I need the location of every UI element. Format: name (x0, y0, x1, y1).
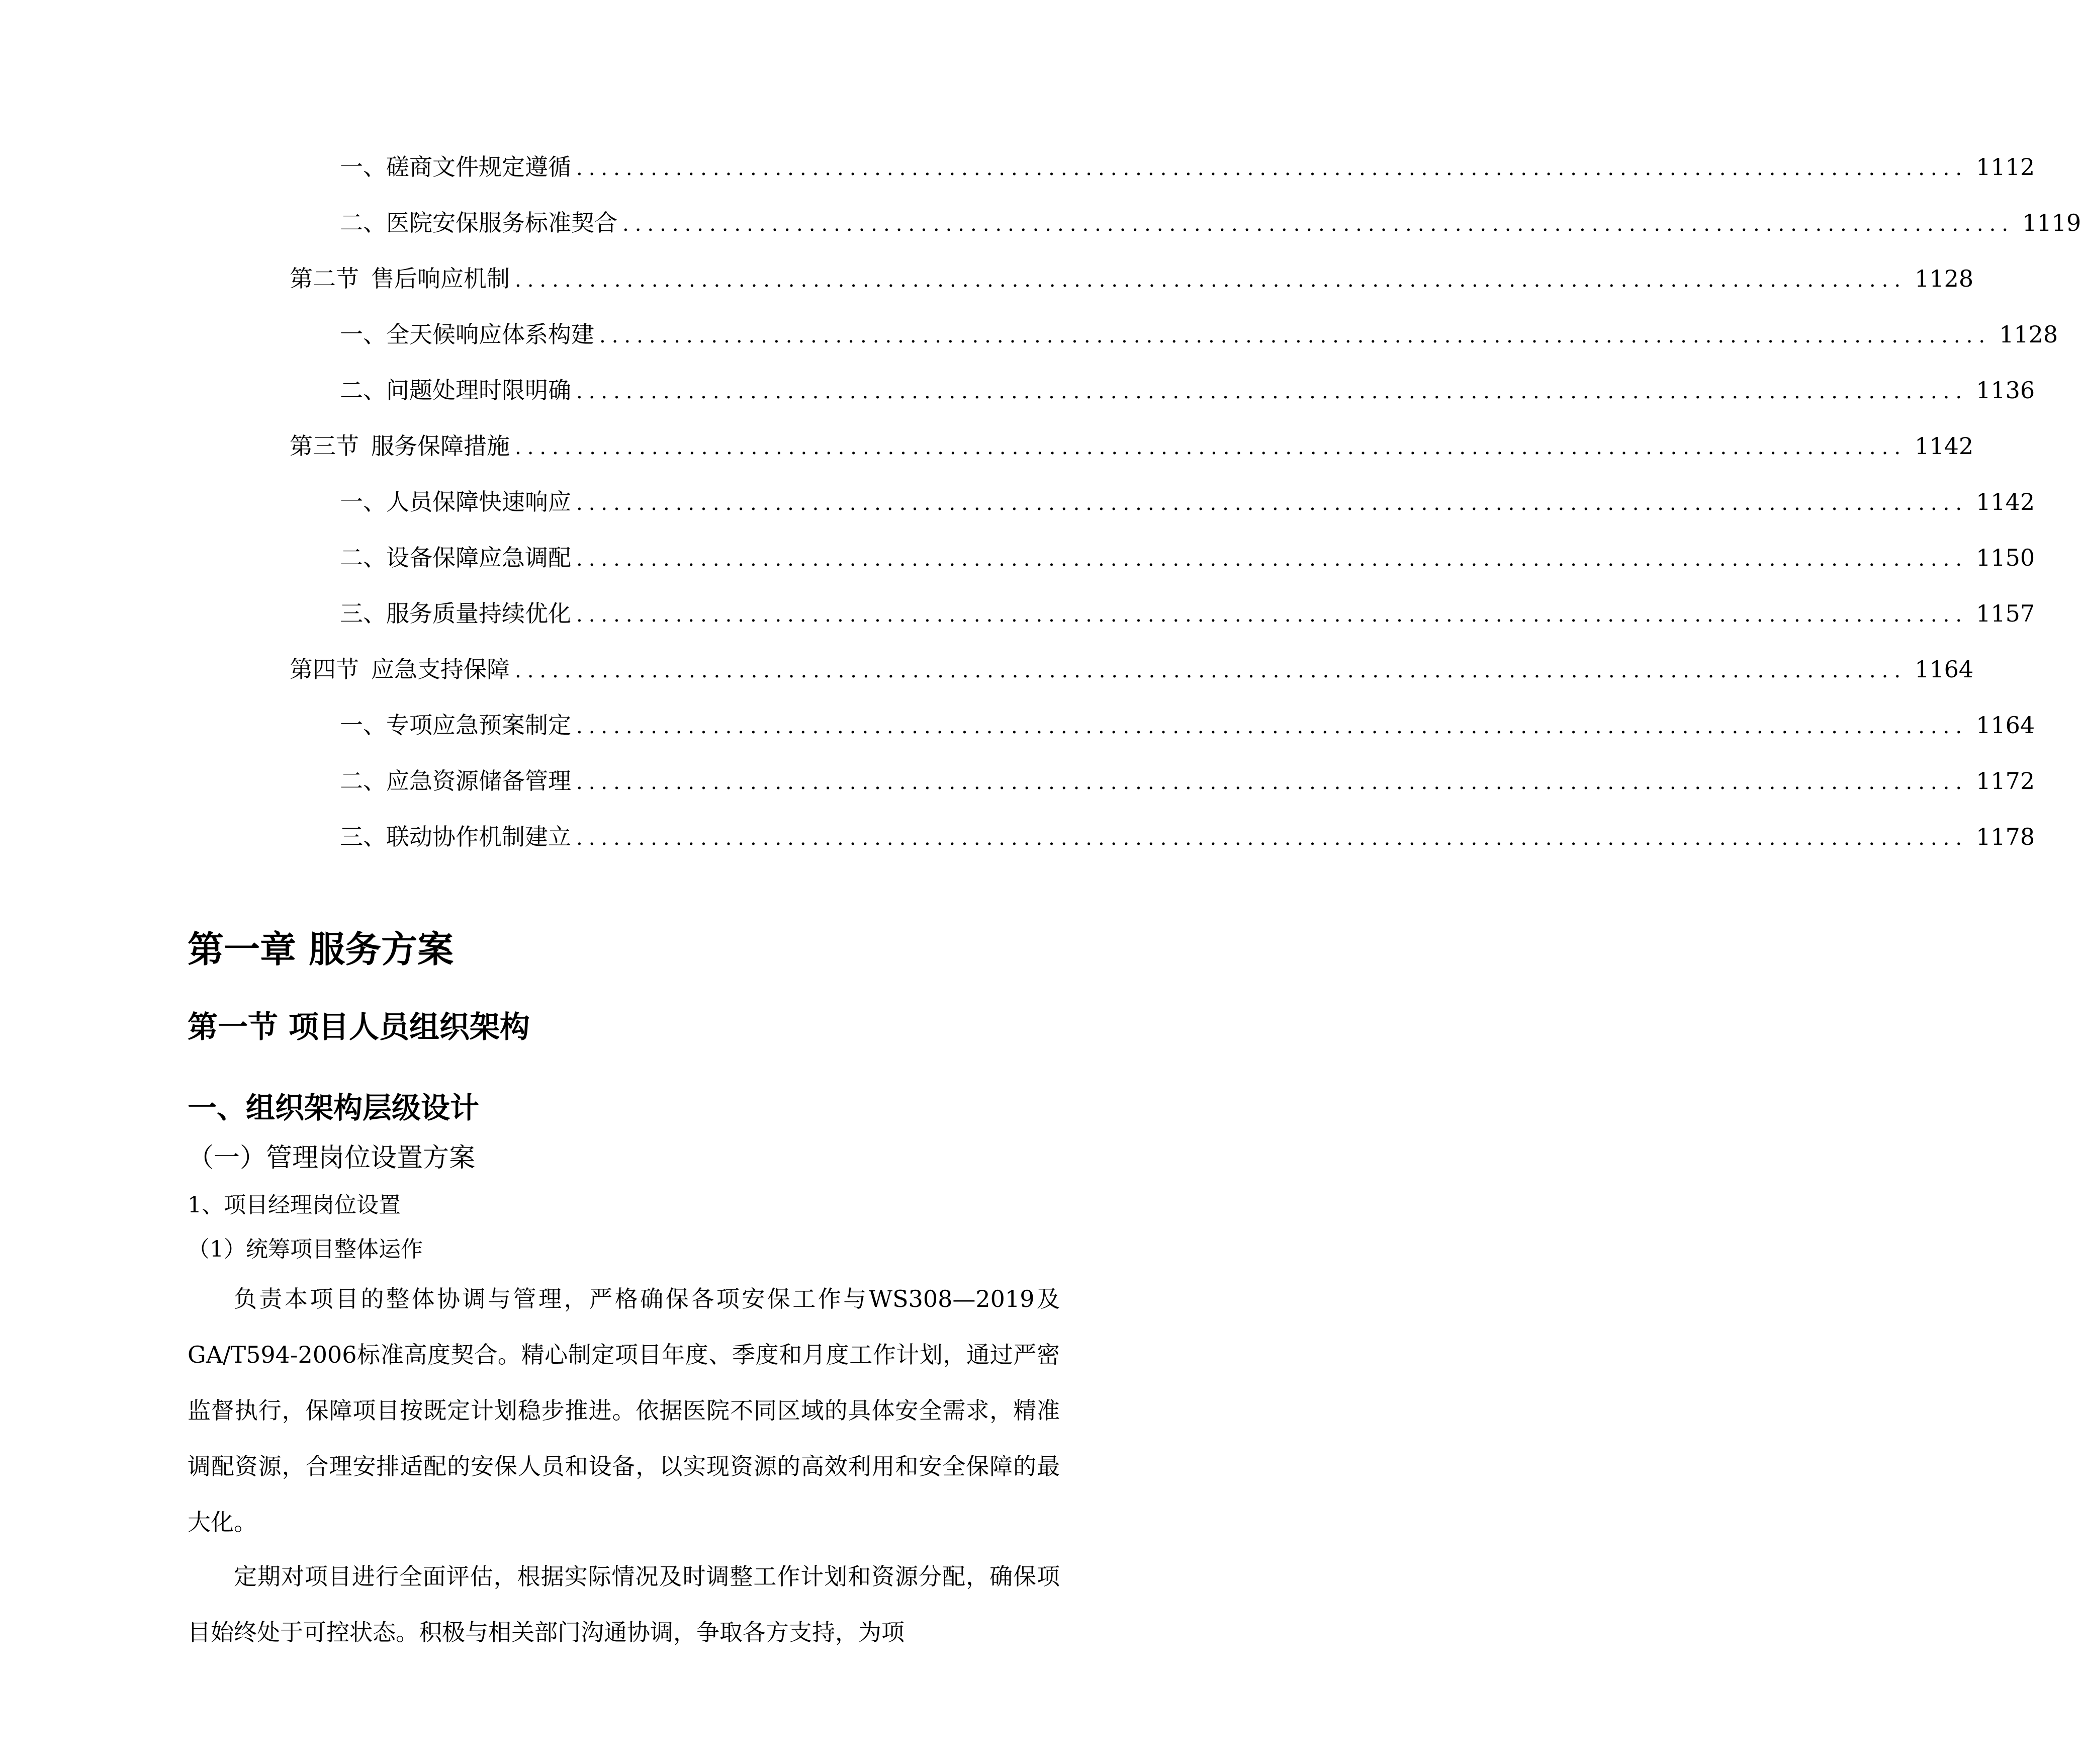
toc-entry-page: 1128 (1915, 265, 1974, 292)
toc-dot-leader: ................................................................................................................ (576, 715, 1968, 738)
toc-entry-page: 1164 (1976, 712, 2035, 739)
toc-entry-title: 联动协作机制建立 (386, 823, 571, 850)
toc-entry[interactable] (340, 705, 2035, 745)
toc-entry[interactable] (340, 817, 2035, 857)
toc-entry-page: 1112 (1976, 153, 2035, 181)
toc-entry-page: 1142 (1976, 488, 2035, 515)
toc-entry-title: 售后响应机制 (371, 265, 510, 292)
toc-entry-number: 二、 (340, 209, 386, 236)
toc-entry-section[interactable] (290, 426, 1974, 466)
toc-entry-number: 一、 (340, 321, 386, 348)
toc-section-number: 第二节 (290, 265, 359, 292)
toc-dot-leader: ................................................................................................................ (576, 827, 1968, 850)
toc-entry-number: 一、 (340, 488, 386, 515)
toc-dot-leader: ................................................................................................................ (576, 380, 1968, 403)
toc-entry-page: 1157 (1976, 600, 2035, 627)
toc-entry-number: 二、 (340, 377, 386, 404)
toc-entry-number: 一、 (340, 712, 386, 739)
toc-entry-title: 人员保障快速响应 (386, 488, 571, 515)
chapter-title: 第一章 服务方案 (188, 928, 454, 971)
toc-entry-title: 设备保障应急调配 (386, 544, 571, 571)
section-title: 第一节 项目人员组织架构 (188, 1010, 530, 1045)
toc-entry[interactable] (340, 761, 2035, 801)
toc-entry-title: 服务保障措施 (371, 432, 510, 460)
toc-entry[interactable] (340, 203, 2081, 243)
toc-entry-page: 1128 (1999, 321, 2058, 348)
toc-dot-leader: ................................................................................................................ (576, 771, 1968, 794)
toc-entry-page: 1136 (1976, 377, 2035, 404)
subitem-title: （1）统筹项目整体运作 (188, 1237, 423, 1262)
toc-section-number: 第三节 (290, 432, 359, 460)
toc-entry-title: 应急支持保障 (371, 656, 510, 683)
toc-entry-number: 三、 (340, 823, 386, 850)
toc-entry-page: 1172 (1976, 767, 2035, 795)
toc-entry-number: 一、 (340, 153, 386, 181)
toc-entry-number: 二、 (340, 767, 386, 795)
toc-entry[interactable] (340, 314, 2058, 355)
toc-dot-leader: ................................................................................................................ (576, 548, 1968, 571)
toc-entry-number: 三、 (340, 600, 386, 627)
toc-dot-leader: ................................................................................................................ (576, 157, 1968, 180)
toc-entry-title: 医院安保服务标准契合 (386, 209, 617, 236)
toc-entry[interactable] (340, 370, 2035, 410)
subsection-title: 一、组织架构层级设计 (188, 1091, 480, 1125)
toc-entry[interactable] (340, 147, 2035, 187)
toc-dot-leader: ................................................................................................................ (576, 603, 1968, 627)
toc-entry-title: 服务质量持续优化 (386, 600, 571, 627)
toc-entry-page: 1150 (1976, 544, 2035, 571)
body-paragraph: 定期对项目进行全面评估，根据实际情况及时调整工作计划和资源分配，确保项目始终处于可控状态。积极与相关部门沟通协调，争取各方支持，为项 (188, 1563, 1060, 1646)
toc-entry-page: 1119 (2022, 209, 2081, 236)
toc-entry-page: 1164 (1915, 656, 1974, 683)
toc-dot-leader: ................................................................................................................ (599, 324, 1992, 347)
toc-entry-section[interactable] (290, 258, 1974, 299)
toc-entry-title: 应急资源储备管理 (386, 767, 571, 795)
toc-entry-title: 问题处理时限明确 (386, 377, 571, 404)
toc-entry-title: 专项应急预案制定 (386, 712, 571, 739)
toc-dot-leader: ................................................................................................................ (515, 269, 1907, 292)
toc-entry-title: 全天候响应体系构建 (386, 321, 594, 348)
toc-entry[interactable] (340, 593, 2035, 634)
body-paragraph: 负责本项目的整体协调与管理，严格确保各项安保工作与WS308—2019及GA/T594-2006标准高度契合。精心制定项目年度、季度和月度工作计划，通过严密监督执行，保障项目按既定计划稳步推进。依据医院不同区域的具体安全需求，精准调配资源，合理安排适配的安保人员和设备，以实现资源的高效利用和安全保障的最大化。 (188, 1285, 1060, 1536)
toc-entry-title: 磋商文件规定遵循 (386, 153, 571, 181)
toc-dot-leader: ................................................................................................................ (515, 436, 1907, 459)
toc-dot-leader: ................................................................................................................ (515, 659, 1907, 682)
toc-entry-section[interactable] (290, 649, 1974, 689)
item-title: 1、项目经理岗位设置 (188, 1192, 401, 1218)
subsubsection-title: （一）管理岗位设置方案 (188, 1143, 476, 1173)
toc-dot-leader: ................................................................................................................ (622, 213, 2015, 236)
toc-entry-number: 二、 (340, 544, 386, 571)
toc-entry[interactable] (340, 538, 2035, 578)
toc-entry-page: 1178 (1976, 823, 2035, 850)
toc-entry-page: 1142 (1915, 432, 1974, 460)
toc-section-number: 第四节 (290, 656, 359, 683)
toc-dot-leader: ................................................................................................................ (576, 492, 1968, 515)
toc-entry[interactable] (340, 482, 2035, 522)
